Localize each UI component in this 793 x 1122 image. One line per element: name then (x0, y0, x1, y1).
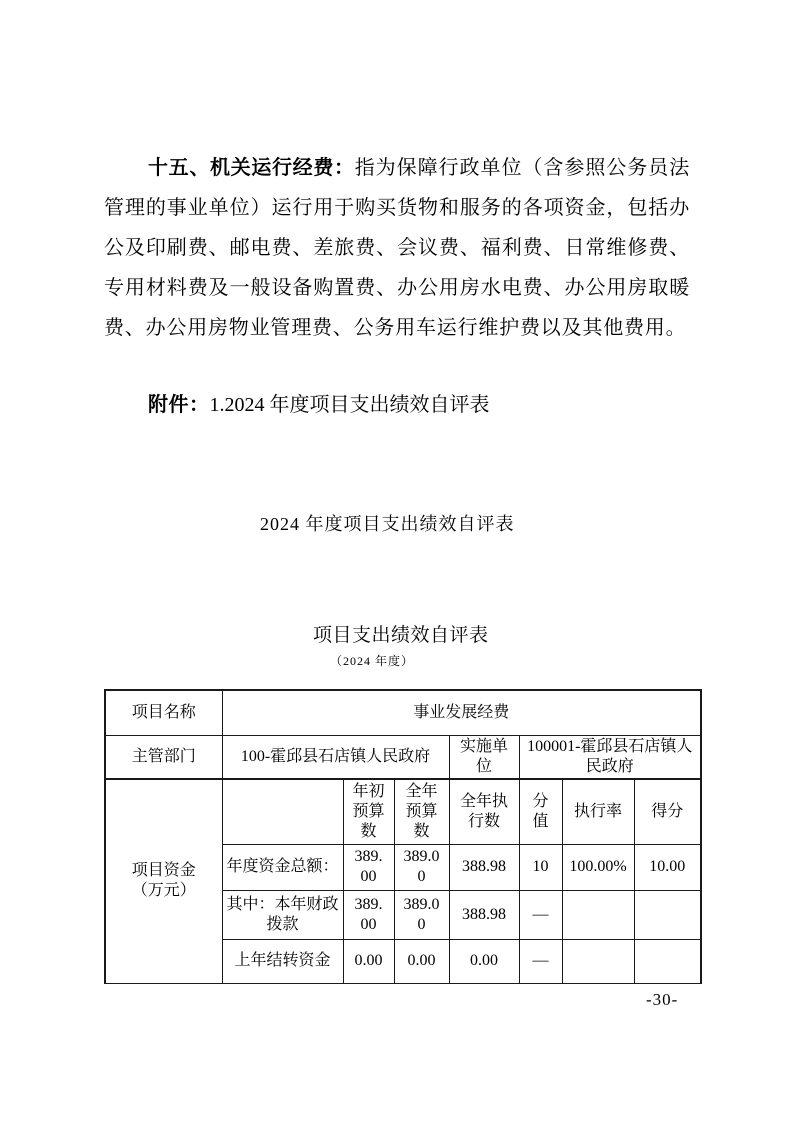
cell-dept-value: 100-霍邱县石店镇人民政府 (222, 735, 449, 779)
cell-carryover-weight: — (519, 939, 562, 983)
section-heading: 2024 年度项目支出绩效自评表 (260, 514, 515, 534)
cell-project-name-label: 项目名称 (105, 690, 222, 735)
cell-fiscal-year: 389.0 0 (394, 890, 449, 939)
table-title: 项目支出绩效自评表 (313, 625, 489, 646)
cell-carryover-label: 上年结转资金 (222, 939, 343, 983)
cell-blank-header (222, 779, 343, 844)
cell-carryover-year: 0.00 (394, 939, 449, 983)
cell-annual-total-weight: 10 (519, 844, 562, 890)
paragraph-text: 指为保障行政单位（含参照公务员法管理的事业单位）运行用于购买货物和服务的各项资金，包括办公及印刷费、邮电费、差旅费、会议费、福利费、日常维修费、专用材料费及一般设备购置费、办公用房水电费、办公用房取暖费、办公用房物业管理费、公务用车运行维护费以及其他费用。 (104, 157, 690, 339)
cell-fiscal-weight: — (519, 890, 562, 939)
cell-header-weight: 分 值 (519, 779, 562, 844)
cell-header-year-budget: 全年 预算 数 (394, 779, 449, 844)
cell-funds-group-label: 项目资金 （万元） (105, 779, 222, 983)
cell-carryover-rate (562, 939, 634, 983)
cell-header-score: 得分 (634, 779, 701, 844)
cell-impl-label: 实施单 位 (449, 735, 519, 779)
cell-fiscal-exec: 388.98 (449, 890, 519, 939)
cell-carryover-begin: 0.00 (343, 939, 394, 983)
row-column-headers (105, 779, 701, 844)
cell-fiscal-label: 其中：本年财政 拨款 (222, 890, 343, 939)
cell-dept-label: 主管部门 (105, 735, 222, 779)
cell-annual-total-score: 10.00 (634, 844, 701, 890)
cell-fiscal-rate (562, 890, 634, 939)
cell-carryover-score (634, 939, 701, 983)
row-departments (105, 735, 701, 779)
cell-fiscal-score (634, 890, 701, 939)
cell-header-begin-budget: 年初 预算 数 (343, 779, 394, 844)
cell-annual-total-year: 389.0 0 (394, 844, 449, 890)
row-project-name (105, 690, 701, 735)
self-eval-table (104, 689, 702, 984)
table-subtitle: （2024 年度） (330, 654, 415, 668)
attachment-label: 附件： (148, 394, 210, 416)
cell-annual-total-label: 年度资金总额： (222, 844, 343, 890)
cell-annual-total-begin: 389. 00 (343, 844, 394, 890)
cell-header-exec-rate: 执行率 (562, 779, 634, 844)
cell-impl-value: 100001-霍邱县石店镇人 民政府 (519, 735, 701, 779)
attachment-text: 1.2024 年度项目支出绩效自评表 (209, 394, 490, 416)
body-paragraph (104, 148, 690, 348)
cell-project-name-value: 事业发展经费 (222, 690, 701, 735)
cell-carryover-exec: 0.00 (449, 939, 519, 983)
page-number: -30- (646, 990, 679, 1009)
cell-header-executed: 全年执 行数 (449, 779, 519, 844)
paragraph-lead: 十五、机关运行经费： (148, 157, 355, 179)
cell-annual-total-exec: 388.98 (449, 844, 519, 890)
cell-fiscal-begin: 389. 00 (343, 890, 394, 939)
attachment-line (104, 390, 690, 420)
cell-annual-total-rate: 100.00% (562, 844, 634, 890)
